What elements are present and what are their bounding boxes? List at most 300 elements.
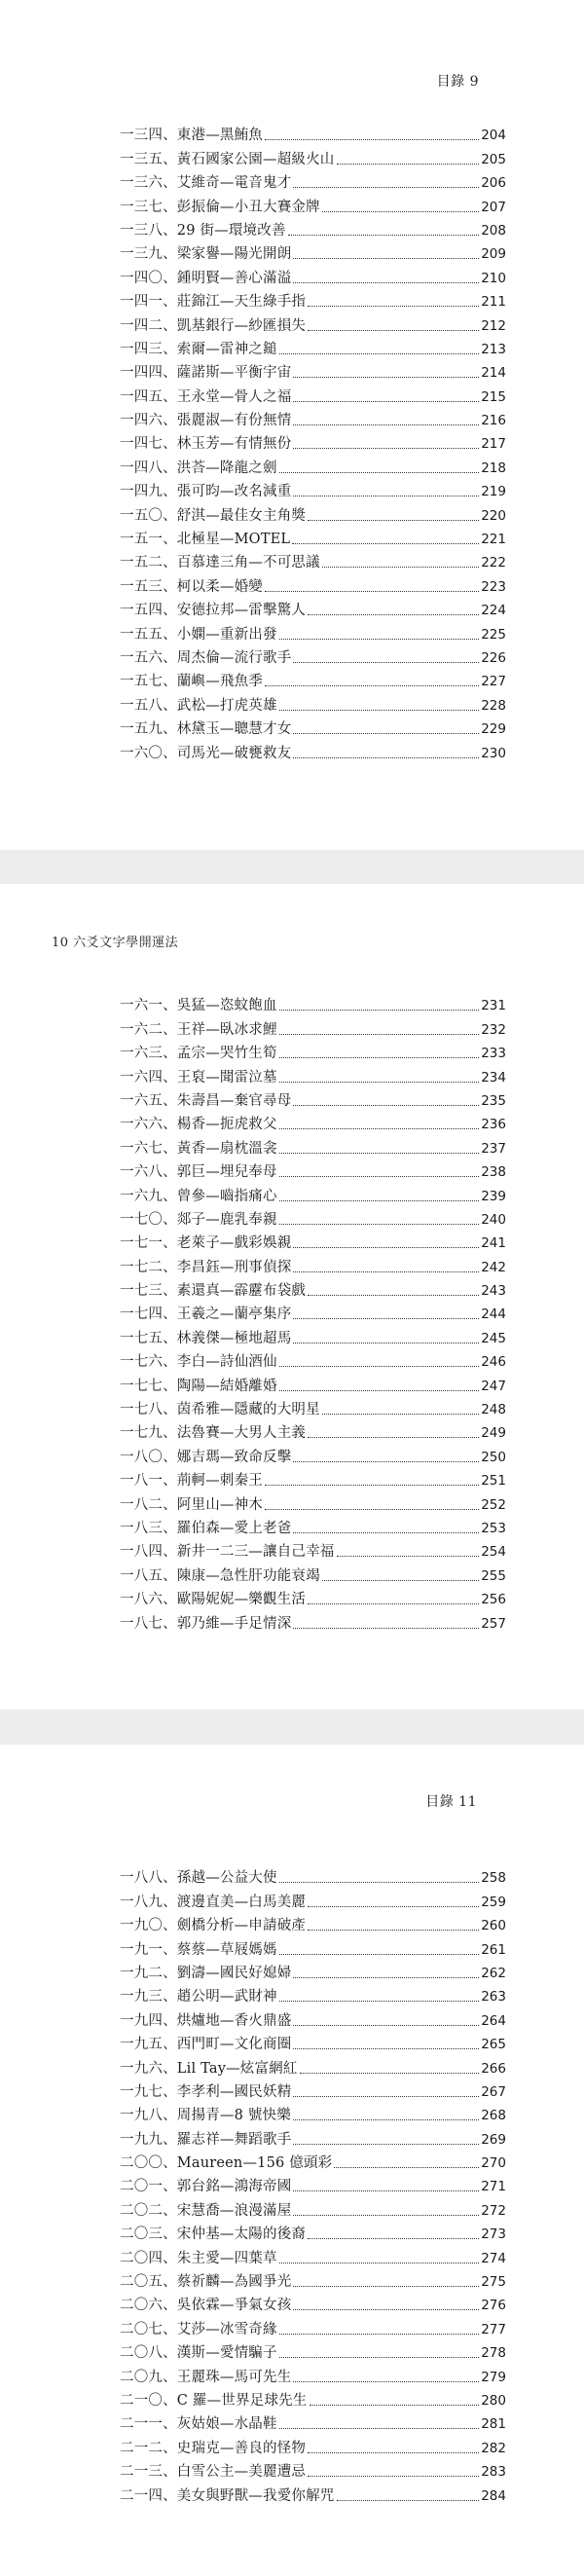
toc-entry-title: 一六〇、司馬光—破甕救友 [120, 745, 292, 761]
toc-entry-title: 二一四、美女與野獸—我愛你解咒 [120, 2487, 335, 2504]
toc-entry [120, 548, 506, 571]
dot-leader [279, 709, 480, 711]
dot-leader [279, 2427, 480, 2429]
toc-entry-title: 一八七、郭乃維—手足情深 [120, 1615, 292, 1632]
toc-entry [120, 287, 506, 311]
toc-entry [120, 1561, 506, 1584]
toc-entry-page-number: 282 [481, 2440, 506, 2456]
toc-entry-page-number: 221 [481, 532, 506, 548]
toc-entry-page-number: 232 [481, 1021, 506, 1038]
toc-entry-title: 一六四、王裒—聞雷泣墓 [120, 1069, 277, 1086]
toc-entry [120, 1276, 506, 1300]
toc-entry [120, 2433, 506, 2456]
toc-entry-page-number: 212 [481, 317, 506, 334]
toc-entry [120, 2053, 506, 2077]
toc-entry-page-number: 272 [481, 2202, 506, 2219]
toc-entry-page-number: 257 [481, 1615, 506, 1632]
dot-leader [293, 376, 479, 378]
toc-entry-title: 一七四、王羲之—蘭亭集序 [120, 1306, 292, 1323]
toc-entry-title: 一七一、老萊子—戲彩娛親 [120, 1235, 292, 1252]
toc-entry [120, 2030, 506, 2053]
toc-entry [120, 1323, 506, 1346]
dot-leader [279, 1365, 480, 1367]
toc-entry-page-number: 241 [481, 1235, 506, 1252]
toc-entry-title: 一四四、薩諾斯—平衡宇宙 [120, 365, 292, 382]
toc-entry-page-number: 240 [481, 1211, 506, 1228]
toc-entry-title: 一九三、趙公明—武財神 [120, 1989, 277, 2006]
toc-entry [120, 1887, 506, 1910]
toc-entry [120, 2006, 506, 2029]
toc-entry [120, 1039, 506, 1062]
toc-entry [120, 525, 506, 548]
toc-entry-title: 二〇二、宋慧喬—浪漫滿屋 [120, 2202, 292, 2219]
dot-leader [279, 1223, 480, 1225]
dot-leader [322, 1413, 479, 1415]
toc-entry [120, 1062, 506, 1086]
dot-leader [308, 613, 479, 615]
toc-entry-page-number: 209 [481, 246, 506, 263]
dot-leader [310, 2404, 480, 2406]
toc-entry-title: 一四二、凱基銀行—紗匯損失 [120, 317, 307, 334]
toc-entry-title: 一四三、索爾—雷神之鎚 [120, 341, 277, 357]
toc-entry-title: 一七二、李昌鈺—刑事偵探 [120, 1259, 292, 1275]
dot-leader [293, 447, 479, 449]
toc-entry [120, 2338, 506, 2362]
toc-entry [120, 311, 506, 334]
toc-entry [120, 1205, 506, 1229]
toc-entry-title: 二〇七、艾莎—冰雪奇緣 [120, 2321, 277, 2337]
dot-leader [308, 329, 479, 331]
toc-entry [120, 1229, 506, 1252]
toc-entry [120, 192, 506, 215]
toc-entry [120, 1982, 506, 2006]
toc-entry [120, 571, 506, 595]
toc-entry [120, 168, 506, 192]
dot-leader [293, 732, 479, 734]
dot-leader [337, 1555, 480, 1557]
toc-entry-page-number: 253 [481, 1520, 506, 1536]
toc-entry [120, 991, 506, 1014]
dot-leader [293, 2118, 479, 2120]
toc-entry [120, 1395, 506, 1418]
toc-entry [120, 2101, 506, 2124]
toc-entry [120, 1371, 506, 1394]
toc-entry-page-number: 207 [481, 199, 506, 215]
toc-list [120, 1863, 506, 2505]
toc-entry [120, 335, 506, 358]
toc-entry-title: 二〇〇、Maureen—156 億頭彩 [120, 2155, 333, 2172]
toc-entry-title: 一九四、烘爐地—香火鼎盛 [120, 2012, 292, 2029]
dot-leader [308, 305, 479, 307]
toc-entry-page-number: 278 [481, 2345, 506, 2362]
dot-leader [322, 1579, 479, 1581]
toc-entry [120, 1608, 506, 1632]
dot-leader [308, 1602, 479, 1604]
toc-page-9 [0, 0, 584, 850]
toc-entry-title: 一八五、陳康—急性肝功能衰竭 [120, 1567, 320, 1584]
toc-entry-page-number: 254 [481, 1544, 506, 1561]
toc-entry [120, 1300, 506, 1323]
dot-leader [293, 2380, 479, 2382]
toc-entry-title: 二一二、史瑞克—善良的怪物 [120, 2440, 307, 2456]
toc-entry-page-number: 270 [481, 2155, 506, 2172]
toc-entry-title: 一六七、黃香—扇枕溫衾 [120, 1140, 277, 1157]
toc-entry [120, 1110, 506, 1133]
toc-entry-title: 一八八、孫越—公益大使 [120, 1870, 277, 1887]
dot-leader [265, 138, 479, 140]
toc-entry-page-number: 268 [481, 2108, 506, 2124]
dot-leader [293, 661, 479, 663]
dot-leader [308, 1905, 479, 1907]
toc-entry [120, 2314, 506, 2337]
toc-entry-title: 一四六、張麗淑—有份無情 [120, 413, 292, 429]
toc-entry-page-number: 274 [481, 2250, 506, 2266]
toc-entry [120, 1418, 506, 1442]
toc-entry [120, 500, 506, 524]
toc-entry [120, 2172, 506, 2195]
toc-entry-title: 一六一、吳猛—恣蚊飽血 [120, 998, 277, 1014]
toc-entry-title: 一六八、郭巨—埋兒奉母 [120, 1164, 277, 1181]
toc-entry [120, 1158, 506, 1181]
toc-entry-title: 一八六、歐陽妮妮—樂觀生活 [120, 1592, 307, 1608]
toc-entry-page-number: 230 [481, 745, 506, 761]
toc-entry-page-number: 215 [481, 388, 506, 405]
toc-entry [120, 738, 506, 761]
toc-entry [120, 382, 506, 405]
toc-entry-title: 一三七、彭振倫—小丑大賽金牌 [120, 199, 320, 215]
toc-entry [120, 453, 506, 476]
toc-entry-title: 一六五、朱壽昌—棄官尋母 [120, 1092, 292, 1109]
dot-leader [279, 2000, 480, 2002]
toc-entry-page-number: 255 [481, 1567, 506, 1584]
toc-entry-page-number: 217 [481, 436, 506, 453]
toc-entry [120, 1252, 506, 1275]
toc-entry-title: 一四〇、鍾明賢—善心滿溢 [120, 270, 292, 286]
toc-entry-page-number: 279 [481, 2369, 506, 2385]
toc-entry-title: 一七八、茵希雅—隱藏的大明星 [120, 1402, 320, 1418]
dot-leader [293, 1976, 479, 1978]
toc-entry-title: 一九二、劉濤—國民好媳婦 [120, 1965, 292, 1981]
toc-entry-title: 一六二、王祥—臥冰求鯉 [120, 1021, 277, 1038]
toc-entry-title: 一五六、周杰倫—流行歌手 [120, 649, 292, 666]
toc-entry-page-number: 250 [481, 1449, 506, 1465]
toc-entry-title: 一七七、陶陽—結婚離婚 [120, 1378, 277, 1394]
toc-entry-title: 二一一、灰姑娘—水晶鞋 [120, 2416, 277, 2433]
toc-entry [120, 1181, 506, 1204]
toc-entry-title: 一五一、北極星—MOTEL [120, 532, 291, 548]
toc-entry-title: 一九五、西門町—文化商圈 [120, 2037, 292, 2053]
dot-leader [265, 1508, 479, 1510]
toc-entry-page-number: 284 [481, 2487, 506, 2504]
toc-entry-page-number: 205 [481, 151, 506, 167]
dot-leader [279, 1199, 480, 1201]
toc-entry [120, 619, 506, 643]
toc-entry-page-number: 242 [481, 1259, 506, 1275]
toc-entry-title: 一五二、百慕達三角—不可思議 [120, 555, 320, 571]
toc-entry-page-number: 256 [481, 1592, 506, 1608]
toc-entry-title: 一九七、李孝利—國民妖精 [120, 2083, 292, 2100]
toc-entry-page-number: 220 [481, 507, 506, 524]
page-header: 10 六爻文字學開運法 [52, 936, 179, 950]
toc-entry-title: 二〇三、宋仲基—太陽的後裔 [120, 2226, 307, 2243]
toc-entry-page-number: 236 [481, 1117, 506, 1133]
dot-leader [293, 2308, 479, 2310]
toc-entry-title: 一八三、羅伯森—愛上老爸 [120, 1520, 292, 1536]
dot-leader [293, 756, 479, 758]
dot-leader [279, 1033, 480, 1035]
dot-leader [293, 400, 479, 402]
dot-leader [279, 2356, 480, 2358]
toc-entry-title: 一七六、李白—詩仙酒仙 [120, 1354, 277, 1371]
toc-entry [120, 596, 506, 619]
toc-entry-title: 二〇一、郭台銘—鴻海帝國 [120, 2179, 292, 2195]
dot-leader [279, 1175, 480, 1177]
toc-entry-title: 一七九、法魯賽—大男人主義 [120, 1425, 307, 1442]
toc-entry-page-number: 265 [481, 2037, 506, 2053]
dot-leader [293, 1246, 479, 1248]
toc-entry [120, 2149, 506, 2172]
toc-entry-page-number: 258 [481, 1870, 506, 1887]
dot-leader [308, 1294, 479, 1296]
toc-entry-title: 一三五、黃石國家公園—超級火山 [120, 151, 335, 167]
toc-entry [120, 2195, 506, 2219]
toc-entry-page-number: 238 [481, 1164, 506, 1181]
toc-entry-page-number: 248 [481, 1402, 506, 1418]
toc-entry [120, 2291, 506, 2314]
toc-entry-page-number: 243 [481, 1283, 506, 1300]
toc-entry [120, 1133, 506, 1157]
page-header: 目錄 11 [425, 1794, 477, 1810]
toc-entry-title: 一四八、洪荅—降龍之劍 [120, 460, 277, 476]
dot-leader [293, 1270, 479, 1272]
toc-entry [120, 1934, 506, 1958]
dot-leader [308, 1436, 479, 1438]
toc-entry-page-number: 266 [481, 2060, 506, 2077]
toc-list [120, 121, 506, 762]
dot-leader [293, 2047, 479, 2049]
toc-entry-title: 一四一、莊錦江—天生綠手指 [120, 294, 307, 311]
dot-leader [293, 1104, 479, 1106]
toc-entry [120, 2410, 506, 2433]
toc-entry-title: 一七〇、郯子—鹿乳奉親 [120, 1211, 277, 1228]
toc-entry-page-number: 231 [481, 998, 506, 1014]
dot-leader [293, 186, 479, 188]
toc-entry-title: 二〇八、漢斯—愛情騙子 [120, 2345, 277, 2362]
toc-entry [120, 667, 506, 690]
toc-entry-page-number: 211 [481, 294, 506, 311]
dot-leader [293, 1460, 479, 1462]
toc-entry-title: 一四七、林玉芳—有情無份 [120, 436, 292, 453]
toc-list [120, 991, 506, 1633]
toc-entry [120, 715, 506, 738]
dot-leader [308, 2475, 479, 2477]
toc-entry-title: 一五四、安德拉邦—雷擊驚人 [120, 603, 307, 619]
toc-entry [120, 2481, 506, 2504]
dot-leader [293, 2214, 479, 2216]
toc-entry-page-number: 245 [481, 1330, 506, 1346]
toc-entry-page-number: 214 [481, 365, 506, 382]
toc-entry [120, 239, 506, 263]
toc-entry-page-number: 246 [481, 1354, 506, 1371]
toc-entry-title: 一五八、武松—打虎英雄 [120, 697, 277, 714]
dot-leader [279, 2262, 480, 2263]
toc-entry [120, 1514, 506, 1537]
toc-entry-page-number: 271 [481, 2179, 506, 2195]
toc-entry-title: 一三九、梁家譽—陽光開朗 [120, 246, 292, 263]
toc-entry-page-number: 223 [481, 578, 506, 595]
toc-entry-page-number: 276 [481, 2298, 506, 2314]
toc-entry [120, 263, 506, 286]
toc-entry-title: 一四五、王永堂—骨人之福 [120, 388, 292, 405]
toc-entry [120, 2243, 506, 2266]
toc-entry-title: 一三六、艾維奇—電音鬼才 [120, 175, 292, 192]
toc-entry [120, 2078, 506, 2101]
dot-leader [265, 1484, 479, 1486]
dot-leader [265, 684, 479, 686]
dot-leader [293, 2095, 479, 2097]
dot-leader [279, 1389, 480, 1391]
toc-entry-page-number: 222 [481, 555, 506, 571]
dot-leader [293, 257, 479, 259]
toc-entry-page-number: 252 [481, 1496, 506, 1513]
dot-leader [293, 1317, 479, 1319]
toc-entry-page-number: 233 [481, 1046, 506, 1062]
dot-leader [293, 423, 479, 425]
dot-leader [293, 2285, 479, 2287]
toc-entry-page-number: 275 [481, 2274, 506, 2291]
dot-leader [293, 495, 479, 497]
toc-entry [120, 429, 506, 453]
toc-entry-title: 一八九、渡邊直美—白馬美麗 [120, 1894, 307, 1910]
toc-entry-page-number: 239 [481, 1188, 506, 1204]
dot-leader [279, 1127, 480, 1129]
toc-page-10 [0, 884, 584, 1710]
toc-entry-title: 一五九、林黛玉—聰慧才女 [120, 721, 292, 738]
toc-entry-page-number: 249 [481, 1425, 506, 1442]
toc-entry [120, 216, 506, 239]
toc-entry [120, 2386, 506, 2410]
toc-entry-page-number: 261 [481, 1941, 506, 1958]
toc-entry-title: 一六三、孟宗—哭竹生筍 [120, 1046, 277, 1062]
toc-entry-page-number: 263 [481, 1989, 506, 2006]
toc-entry-page-number: 244 [481, 1306, 506, 1323]
dot-leader [293, 2190, 479, 2191]
dot-leader [293, 1627, 479, 1629]
toc-entry [120, 1863, 506, 1887]
toc-entry-page-number: 235 [481, 1092, 506, 1109]
toc-entry [120, 121, 506, 144]
toc-entry-page-number: 229 [481, 721, 506, 738]
dot-leader [308, 2237, 479, 2239]
toc-entry-title: 一九九、羅志祥—舞蹈歌手 [120, 2131, 292, 2148]
dot-leader [334, 2166, 479, 2168]
toc-entry-page-number: 218 [481, 460, 506, 476]
dot-leader [279, 2333, 480, 2335]
toc-page-11 [0, 1745, 584, 2576]
toc-entry-page-number: 273 [481, 2226, 506, 2243]
toc-entry-title: 二〇四、朱主愛—四葉草 [120, 2250, 277, 2266]
toc-entry-title: 一八一、荊軻—刺秦王 [120, 1473, 263, 1490]
toc-entry-title: 一六九、曾參—嚙指痛心 [120, 1188, 277, 1204]
toc-entry [120, 1585, 506, 1608]
toc-entry-page-number: 280 [481, 2392, 506, 2409]
toc-entry-title: 一七五、林義傑—極地超馬 [120, 1330, 292, 1346]
toc-entry-title: 一九八、周揚青—8 號快樂 [120, 2108, 291, 2124]
toc-entry-page-number: 267 [481, 2083, 506, 2100]
dot-leader [279, 471, 480, 473]
page-header: 目錄 9 [436, 74, 479, 90]
toc-entry-page-number: 237 [481, 1140, 506, 1157]
toc-entry-page-number: 251 [481, 1473, 506, 1490]
toc-entry-page-number: 281 [481, 2416, 506, 2433]
toc-entry-title: 一五〇、舒淇—最佳女主角獎 [120, 507, 307, 524]
toc-entry-page-number: 269 [481, 2131, 506, 2148]
toc-entry [120, 1911, 506, 1934]
toc-entry [120, 2220, 506, 2243]
toc-entry-title: 一八四、新井一二三—讓自己幸福 [120, 1544, 335, 1561]
dot-leader [308, 1929, 479, 1931]
dot-leader [279, 1009, 480, 1011]
toc-entry-title: 二一三、白雪公主—美麗遭忌 [120, 2464, 307, 2481]
toc-entry-page-number: 208 [481, 222, 506, 239]
dot-leader [337, 2499, 480, 2501]
dot-leader [293, 281, 479, 283]
toc-entry-title: 一六六、楊香—扼虎救父 [120, 1117, 277, 1133]
toc-entry-page-number: 210 [481, 270, 506, 286]
toc-entry-title: 一三四、東港—黑鮪魚 [120, 128, 263, 144]
toc-entry-page-number: 260 [481, 1918, 506, 1934]
toc-entry-title: 一八〇、娜吉瑪—致命反擊 [120, 1449, 292, 1465]
toc-entry-page-number: 225 [481, 626, 506, 643]
toc-entry-page-number: 283 [481, 2464, 506, 2481]
dot-leader [279, 1081, 480, 1083]
dot-leader [288, 234, 480, 236]
toc-entry [120, 1014, 506, 1038]
toc-entry-title: 一七三、素還真—霹靂布袋戲 [120, 1283, 307, 1300]
toc-entry [120, 1442, 506, 1465]
dot-leader [293, 2024, 479, 2026]
toc-entry-page-number: 234 [481, 1069, 506, 1086]
dot-leader [279, 638, 480, 640]
toc-entry-title: 一三八、29 街—環境改善 [120, 222, 286, 239]
toc-entry [120, 1959, 506, 1982]
toc-entry-title: 一五七、蘭嶼—飛魚季 [120, 674, 263, 690]
toc-entry-page-number: 277 [481, 2321, 506, 2337]
toc-entry-page-number: 262 [481, 1965, 506, 1981]
toc-entry [120, 1347, 506, 1371]
dot-leader [279, 352, 480, 354]
toc-entry-page-number: 264 [481, 2012, 506, 2029]
toc-entry-page-number: 216 [481, 413, 506, 429]
dot-leader [308, 2451, 479, 2453]
toc-entry-page-number: 224 [481, 603, 506, 619]
toc-entry [120, 477, 506, 500]
toc-entry-page-number: 259 [481, 1894, 506, 1910]
dot-leader [293, 2143, 479, 2145]
toc-entry-title: 一五三、柯以柔—婚變 [120, 578, 263, 595]
toc-entry [120, 1086, 506, 1110]
toc-entry-title: 一四九、張可昀—改名減重 [120, 484, 292, 500]
toc-entry [120, 2267, 506, 2291]
toc-entry [120, 1537, 506, 1561]
toc-entry-title: 一九一、蔡蔡—草屐媽媽 [120, 1941, 277, 1958]
toc-entry-title: 二一〇、C 羅—世界足球先生 [120, 2392, 308, 2409]
toc-entry [120, 406, 506, 429]
dot-leader [293, 1531, 479, 1533]
toc-entry-title: 二〇六、吳依霖—爭氣女孩 [120, 2298, 292, 2314]
dot-leader [279, 1881, 480, 1883]
toc-entry [120, 1466, 506, 1490]
